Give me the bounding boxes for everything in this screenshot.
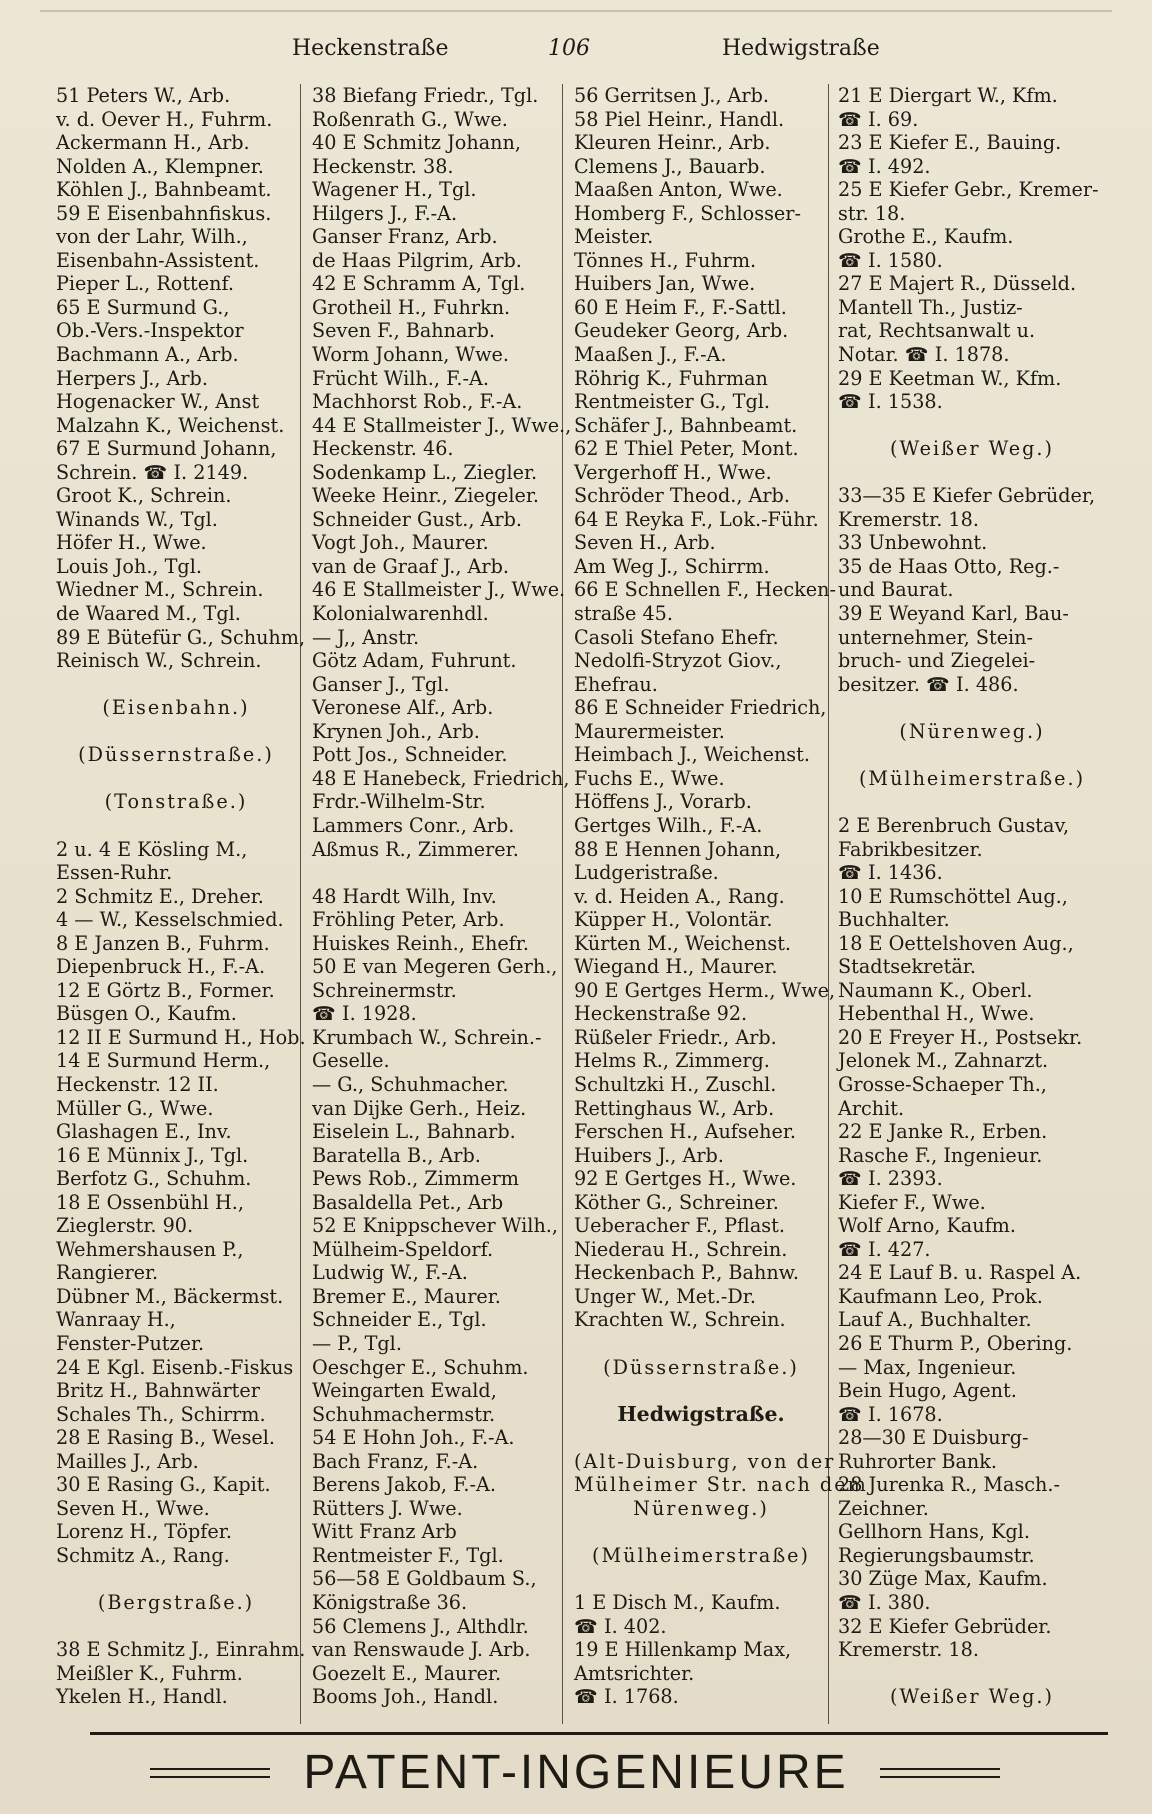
directory-entry: Köther G., Schreiner. bbox=[574, 1190, 779, 1214]
directory-entry: Rüßeler Friedr., Arb. bbox=[574, 1025, 777, 1049]
directory-entry: 88 E Hennen Johann, bbox=[574, 837, 782, 861]
directory-entry: Helms R., Zimmerg. bbox=[574, 1049, 770, 1073]
directory-entry: 22 E Janke R., Erben. bbox=[838, 1120, 1048, 1144]
directory-entry: bruch- und Ziegelei- bbox=[838, 649, 1036, 673]
directory-entry: ☎ I. 1768. bbox=[574, 1685, 679, 1709]
directory-entry: Wagener H., Tgl. bbox=[312, 178, 477, 202]
directory-entry: Rasche F., Ingenieur. bbox=[838, 1143, 1043, 1167]
directory-entry: Wolf Arno, Kaufm. bbox=[838, 1214, 1016, 1238]
directory-entry: Unger W., Met.-Dr. bbox=[574, 1284, 756, 1308]
directory-entry: Weingarten Ewald, bbox=[312, 1379, 497, 1403]
directory-entry: Goezelt E., Maurer. bbox=[312, 1661, 502, 1685]
directory-entry: 46 E Stallmeister J., Wwe. bbox=[312, 578, 566, 602]
footer-text: PATENT-INGENIEURE bbox=[303, 1746, 849, 1799]
directory-entry: Mailles J., Arb. bbox=[56, 1449, 199, 1473]
directory-entry: 30 Züge Max, Kaufm. bbox=[838, 1567, 1048, 1591]
directory-entry: Vogt Joh., Maurer. bbox=[312, 531, 489, 555]
directory-entry: ☎ I. 2393. bbox=[838, 1167, 943, 1191]
directory-entry: Worm Johann, Wwe. bbox=[312, 343, 509, 367]
street-note: (Alt-Duisburg, von der bbox=[574, 1449, 836, 1473]
street-note: (Bergstraße.) bbox=[97, 1591, 255, 1614]
spacer bbox=[838, 1662, 1106, 1686]
directory-entry: Nolden A., Klempner. bbox=[56, 154, 264, 178]
spacer bbox=[574, 1520, 828, 1544]
directory-entry: Schuhmachermstr. bbox=[312, 1402, 496, 1426]
directory-entry: Kremerstr. 18. bbox=[838, 1638, 979, 1662]
directory-entry: 16 E Münnix J., Tgl. bbox=[56, 1143, 249, 1167]
directory-entry: unternehmer, Stein- bbox=[838, 625, 1034, 649]
directory-entry: Oeschger E., Schuhm. bbox=[312, 1355, 529, 1379]
directory-entry: Heckenstraße 92. bbox=[574, 1002, 748, 1026]
directory-entry: Witt Franz Arb bbox=[312, 1520, 457, 1544]
directory-entry: 33 Unbewohnt. bbox=[838, 531, 988, 555]
directory-entry: Grothe E., Kaufm. bbox=[838, 225, 1014, 249]
directory-entry: 44 E Stallmeister J., Wwe., bbox=[312, 413, 572, 437]
directory-entry: 2 Schmitz E., Dreher. bbox=[56, 884, 264, 908]
directory-entry: Wanraay H., bbox=[56, 1308, 176, 1332]
directory-entry: Naumann K., Oberl. bbox=[838, 978, 1033, 1002]
directory-entry: 29 E Keetman W., Kfm. bbox=[838, 366, 1062, 390]
directory-entry: 25 E Kiefer Gebr., Kremer- bbox=[838, 178, 1099, 202]
directory-entry: Glashagen E., Inv. bbox=[56, 1120, 232, 1144]
directory-entry: 23 E Kiefer E., Bauing. bbox=[838, 131, 1062, 155]
directory-entry: Bein Hugo, Agent. bbox=[838, 1379, 1017, 1403]
directory-entry: 86 E Schneider Friedrich, bbox=[574, 696, 827, 720]
directory-entry: Clemens J., Bauarb. bbox=[574, 154, 766, 178]
street-note: (Eisenbahn.) bbox=[102, 696, 250, 720]
directory-entry: Rütters J. Wwe. bbox=[312, 1496, 463, 1520]
directory-entry: Meißler K., Fuhrm. bbox=[56, 1661, 243, 1685]
directory-entry: Nedolfi-Stryzot Giov., bbox=[574, 649, 782, 673]
directory-entry: 48 Hardt Wilh, Inv. bbox=[312, 884, 497, 908]
street-note: (Mülheimerstraße) bbox=[591, 1543, 811, 1567]
directory-entry: 40 E Schmitz Johann, bbox=[312, 131, 521, 155]
directory-entry: 30 E Rasing G., Kapit. bbox=[56, 1473, 271, 1497]
directory-entry: Heimbach J., Weichenst. bbox=[574, 743, 810, 767]
directory-entry: 65 E Surmund G., bbox=[56, 295, 230, 319]
directory-entry: Küpper H., Volontär. bbox=[574, 908, 773, 932]
directory-entry: 38 E Schmitz J., Einrahm. bbox=[56, 1638, 306, 1662]
directory-entry: Dübner M., Bäckermst. bbox=[56, 1284, 284, 1308]
directory-entry: de Haas Pilgrim, Arb. bbox=[312, 248, 522, 272]
spacer bbox=[574, 1426, 828, 1450]
directory-entry: Am Weg J., Schirrm. bbox=[574, 554, 770, 578]
directory-entry: Britz H., Bahnwärter bbox=[56, 1379, 260, 1403]
directory-entry: Louis Joh., Tgl. bbox=[56, 554, 202, 578]
directory-entry: 38 Biefang Friedr., Tgl. bbox=[312, 84, 539, 107]
directory-entry: Buchhalter. bbox=[838, 908, 950, 932]
directory-entry: Müller G., Wwe. bbox=[56, 1096, 214, 1120]
street-note: (Weißer Weg.) bbox=[890, 437, 1054, 461]
column-4 bbox=[838, 84, 1106, 1724]
directory-entry: Bremer E., Maurer. bbox=[312, 1284, 501, 1308]
directory-entry: Schäfer J., Bahnbeamt. bbox=[574, 413, 798, 437]
directory-entry: Heckenstr. 46. bbox=[312, 437, 454, 461]
directory-entry: Ferschen H., Aufseher. bbox=[574, 1120, 796, 1144]
directory-entry: 14 E Surmund Herm., bbox=[56, 1049, 271, 1073]
directory-entry: ☎ I. 69. bbox=[838, 107, 919, 131]
street-note: (Mülheimerstraße.) bbox=[858, 766, 1086, 790]
directory-entry: Wehmershausen P., bbox=[56, 1237, 244, 1261]
spacer bbox=[56, 720, 296, 744]
directory-entry: Heckenbach P., Bahnw. bbox=[574, 1261, 799, 1285]
directory-entry: Kiefer F., Wwe. bbox=[838, 1190, 986, 1214]
directory-entry: Lorenz H., Töpfer. bbox=[56, 1520, 232, 1544]
street-title: Hedwigstraße. bbox=[617, 1401, 785, 1426]
directory-entry: Seven H., Arb. bbox=[574, 531, 716, 555]
header-left-street: Heckenstraße bbox=[292, 36, 449, 61]
directory-entry: Winands W., Tgl. bbox=[56, 507, 218, 531]
directory-entry: 2 u. 4 E Kösling M., bbox=[56, 837, 248, 861]
directory-entry: 8 E Janzen B., Fuhrm. bbox=[56, 931, 270, 955]
directory-entry: Höffens J., Vorarb. bbox=[574, 790, 752, 814]
directory-entry: Mülheim-Speldorf. bbox=[312, 1237, 494, 1261]
directory-entry: Königstraße 36. bbox=[312, 1591, 468, 1614]
directory-entry: ☎ I. 402. bbox=[574, 1614, 667, 1638]
directory-entry: Kaufmann Leo, Prok. bbox=[838, 1284, 1043, 1308]
directory-entry: 56 Clemens J., Althdlr. bbox=[312, 1614, 529, 1638]
directory-entry: 21 E Diergart W., Kfm. bbox=[838, 84, 1058, 107]
directory-entry: Ykelen H., Handl. bbox=[56, 1685, 228, 1709]
directory-entry: Regierungsbaumstr. bbox=[838, 1543, 1035, 1567]
directory-entry: Ganser J., Tgl. bbox=[312, 672, 450, 696]
directory-entry: Ueberacher F., Pflast. bbox=[574, 1214, 785, 1238]
directory-entry: ☎ I. 492. bbox=[838, 154, 931, 178]
directory-entry: besitzer. ☎ I. 486. bbox=[838, 672, 1019, 696]
directory-entry: 58 Piel Heinr., Handl. bbox=[574, 107, 785, 131]
directory-entry: Krynen Joh., Arb. bbox=[312, 719, 480, 743]
directory-entry: Ruhrorter Bank. bbox=[838, 1449, 998, 1473]
directory-entry: Roßenrath G., Wwe. bbox=[312, 107, 508, 131]
directory-entry: 26 E Thurm P., Obering. bbox=[838, 1331, 1073, 1355]
bottom-rule bbox=[90, 1732, 1108, 1735]
directory-entry: Eisenbahn-Assistent. bbox=[56, 248, 260, 272]
directory-entry: Höfer H., Wwe. bbox=[56, 531, 207, 555]
directory-entry: Essen-Ruhr. bbox=[56, 861, 173, 885]
street-note: Mülheimer Str. nach dem bbox=[574, 1473, 868, 1497]
street-note: (Nürenweg.) bbox=[899, 719, 1045, 743]
directory-entry: Frücht Wilh., F.-A. bbox=[312, 366, 489, 390]
directory-entry: Röhrig K., Fuhrman bbox=[574, 366, 768, 390]
directory-entry: Kürten M., Weichenst. bbox=[574, 931, 792, 955]
spacer bbox=[56, 1567, 296, 1591]
spacer bbox=[574, 1332, 828, 1356]
directory-entry: Eiselein L., Bahnarb. bbox=[312, 1120, 516, 1144]
directory-entry: Rangierer. bbox=[56, 1261, 159, 1285]
directory-entry: 10 E Rumschöttel Aug., bbox=[838, 884, 1068, 908]
directory-entry: ☎ I. 1928. bbox=[312, 1002, 417, 1026]
directory-entry: und Baurat. bbox=[838, 578, 954, 602]
directory-entry: Fabrikbesitzer. bbox=[838, 837, 983, 861]
directory-entry: Schales Th., Schirrm. bbox=[56, 1402, 266, 1426]
directory-entry: Ludwig W., F.-A. bbox=[312, 1261, 468, 1285]
directory-entry: Machhorst Rob., F.-A. bbox=[312, 390, 523, 414]
directory-entry: Kremerstr. 18. bbox=[838, 507, 979, 531]
directory-entry: 39 E Weyand Karl, Bau- bbox=[838, 602, 1069, 626]
directory-entry: Pott Jos., Schneider. bbox=[312, 743, 508, 767]
directory-entry: v. d. Heiden A., Rang. bbox=[574, 884, 785, 908]
directory-entry: Schneider E., Tgl. bbox=[312, 1308, 487, 1332]
directory-entry: ☎ I. 1678. bbox=[838, 1402, 943, 1426]
directory-entry: Wiedner M., Schrein. bbox=[56, 578, 264, 602]
directory-entry: Hebenthal H., Wwe. bbox=[838, 1002, 1035, 1026]
directory-entry: 48 E Hanebeck, Friedrich, bbox=[312, 766, 570, 790]
directory-entry: Pieper L., Rottenf. bbox=[56, 272, 234, 296]
footer-advertisement bbox=[0, 1744, 1152, 1804]
directory-entry: Schröder Theod., Arb. bbox=[574, 484, 790, 508]
directory-entry: 62 E Thiel Peter, Mont. bbox=[574, 437, 799, 461]
spacer bbox=[56, 1615, 296, 1639]
directory-entry: Huibers Jan, Wwe. bbox=[574, 272, 756, 296]
directory-entry: Reinisch W., Schrein. bbox=[56, 649, 262, 673]
street-note: (Weißer Weg.) bbox=[890, 1685, 1054, 1709]
directory-entry: Büsgen O., Kaufm. bbox=[56, 1002, 237, 1026]
directory-entry: 12 II E Surmund H., Hob. bbox=[56, 1025, 306, 1049]
spacer bbox=[312, 861, 562, 885]
directory-entry: 42 E Schramm A, Tgl. bbox=[312, 272, 526, 296]
directory-entry: Gertges Wilh., F.-A. bbox=[574, 813, 763, 837]
directory-entry: Huiskes Reinh., Ehefr. bbox=[312, 931, 529, 955]
directory-entry: 19 E Hillenkamp Max, bbox=[574, 1638, 792, 1662]
directory-entry: van Dijke Gerh., Heiz. bbox=[312, 1096, 527, 1120]
directory-entry: Bach Franz, F.-A. bbox=[312, 1449, 479, 1473]
directory-entry: Hogenacker W., Anst bbox=[56, 390, 260, 414]
top-edge-rule bbox=[40, 10, 1112, 12]
directory-entry: Lammers Conr., Arb. bbox=[312, 813, 515, 837]
directory-entry: str. 18. bbox=[838, 201, 906, 225]
directory-entry: Groot K., Schrein. bbox=[56, 484, 232, 508]
spacer bbox=[838, 461, 1106, 485]
directory-entry: 1 E Disch M., Kaufm. bbox=[574, 1591, 781, 1614]
page-header bbox=[0, 36, 1152, 70]
directory-entry: Maurermeister. bbox=[574, 719, 725, 743]
directory-entry: Berfotz G., Schuhm. bbox=[56, 1167, 252, 1191]
spacer bbox=[56, 814, 296, 838]
directory-entry: 2 E Berenbruch Gustav, bbox=[838, 813, 1070, 837]
directory-entry: Herpers J., Arb. bbox=[56, 366, 208, 390]
spacer bbox=[574, 1379, 828, 1403]
directory-entry: Krumbach W., Schrein.- bbox=[312, 1025, 542, 1049]
directory-entry: Berens Jakob, F.-A. bbox=[312, 1473, 496, 1497]
directory-entry: 54 E Hohn Joh., F.-A. bbox=[312, 1426, 515, 1450]
directory-entry: Köhlen J., Bahnbeamt. bbox=[56, 178, 272, 202]
directory-entry: Zeichner. bbox=[838, 1496, 929, 1520]
directory-entry: Fenster-Putzer. bbox=[56, 1331, 205, 1355]
directory-entry: Heckenstr. 38. bbox=[312, 154, 454, 178]
directory-entry: Seven F., Bahnarb. bbox=[312, 319, 496, 343]
directory-entry: Archit. bbox=[838, 1096, 905, 1120]
directory-entry: 35 de Haas Otto, Reg.- bbox=[838, 554, 1060, 578]
directory-entry: Pews Rob., Zimmerm bbox=[312, 1167, 519, 1191]
spacer bbox=[838, 790, 1106, 814]
directory-entry: Maaßen Anton, Wwe. bbox=[574, 178, 783, 202]
directory-entry: Rettinghaus W., Arb. bbox=[574, 1096, 775, 1120]
directory-entry: 12 E Görtz B., Former. bbox=[56, 978, 275, 1002]
directory-entry: Schneider Gust., Arb. bbox=[312, 507, 522, 531]
directory-entry: ☎ I. 427. bbox=[838, 1237, 931, 1261]
directory-entry: straße 45. bbox=[574, 602, 673, 626]
directory-entry: Bachmann A., Arb. bbox=[56, 343, 239, 367]
directory-entry: 33—35 E Kiefer Gebrüder, bbox=[838, 484, 1096, 508]
directory-entry: de Waared M., Tgl. bbox=[56, 602, 241, 626]
directory-entry: 24 E Kgl. Eisenb.-Fiskus bbox=[56, 1355, 294, 1379]
directory-entry: Malzahn K., Weichenst. bbox=[56, 413, 285, 437]
directory-entry: ☎ I. 1436. bbox=[838, 861, 943, 885]
directory-entry: — J,, Anstr. bbox=[312, 625, 420, 649]
directory-entry: 28 Jurenka R., Masch.- bbox=[838, 1473, 1060, 1497]
directory-entry: 18 E Ossenbühl H., bbox=[56, 1190, 244, 1214]
directory-entry: Grotheil H., Fuhrkn. bbox=[312, 295, 511, 319]
directory-entry: Amtsrichter. bbox=[574, 1661, 695, 1685]
directory-entry: Schmitz A., Rang. bbox=[56, 1543, 230, 1567]
street-note: (Düssernstraße.) bbox=[78, 743, 274, 767]
directory-entry: Stadtsekretär. bbox=[838, 955, 976, 979]
directory-entry: — P., Tgl. bbox=[312, 1331, 402, 1355]
directory-entry: 28 E Rasing B., Wesel. bbox=[56, 1426, 276, 1450]
directory-entry: Baratella B., Arb. bbox=[312, 1143, 481, 1167]
directory-entry: 27 E Majert R., Düsseld. bbox=[838, 272, 1077, 296]
directory-entry: Vergerhoff H., Wwe. bbox=[574, 460, 772, 484]
directory-entry: 51 Peters W., Arb. bbox=[56, 84, 231, 107]
directory-entry: Diepenbruck H., F.-A. bbox=[56, 955, 266, 979]
directory-entry: Krachten W., Schrein. bbox=[574, 1308, 786, 1332]
directory-entry: 4 — W., Kesselschmied. bbox=[56, 908, 284, 932]
directory-entry: Schultzki H., Zuschl. bbox=[574, 1072, 777, 1096]
directory-entry: 60 E Heim F., F.-Sattl. bbox=[574, 295, 787, 319]
directory-entry: Fröhling Peter, Arb. bbox=[312, 908, 505, 932]
spacer bbox=[838, 414, 1106, 438]
directory-entry: Sodenkamp L., Ziegler. bbox=[312, 460, 538, 484]
directory-entry: Rentmeister G., Tgl. bbox=[574, 390, 770, 414]
directory-entry: Rentmeister F., Tgl. bbox=[312, 1543, 504, 1567]
directory-entry: 92 E Gertges H., Wwe. bbox=[574, 1167, 797, 1191]
directory-entry: Mantell Th., Justiz- bbox=[838, 295, 1023, 319]
directory-entry: 32 E Kiefer Gebrüder. bbox=[838, 1614, 1052, 1638]
directory-entry: Ehefrau. bbox=[574, 672, 658, 696]
directory-entry: Ludgeristraße. bbox=[574, 861, 719, 885]
directory-entry: 24 E Lauf B. u. Raspel A. bbox=[838, 1261, 1082, 1285]
directory-entry: 90 E Gertges Herm., Wwe, bbox=[574, 978, 836, 1002]
directory-entry: Ganser Franz, Arb. bbox=[312, 225, 498, 249]
directory-entry: Maaßen J., F.-A. bbox=[574, 343, 727, 367]
directory-entry: Hilgers J., F.-A. bbox=[312, 201, 458, 225]
directory-entry: Lauf A., Buchhalter. bbox=[838, 1308, 1032, 1332]
street-note: (Düssernstraße.) bbox=[603, 1355, 799, 1379]
directory-entry: 89 E Bütefür G., Schuhm, bbox=[56, 625, 306, 649]
directory-entry: Ackermann H., Arb. bbox=[56, 131, 250, 155]
directory-entry: Meister. bbox=[574, 225, 654, 249]
directory-entry: ☎ I. 1580. bbox=[838, 248, 943, 272]
directory-entry: v. d. Oever H., Fuhrm. bbox=[56, 107, 273, 131]
column-2 bbox=[312, 84, 572, 1724]
directory-entry: Veronese Alf., Arb. bbox=[312, 696, 494, 720]
directory-entry: Kleuren Heinr., Arb. bbox=[574, 131, 771, 155]
directory-entry: — Max, Ingenieur. bbox=[838, 1355, 1017, 1379]
directory-entry: Wiegand H., Maurer. bbox=[574, 955, 778, 979]
directory-entry: Niederau H., Schrein. bbox=[574, 1237, 788, 1261]
directory-entry: Huibers J., Arb. bbox=[574, 1143, 724, 1167]
directory-entry: 50 E van Megeren Gerh., bbox=[312, 955, 558, 979]
directory-entry: Schreinermstr. bbox=[312, 978, 457, 1002]
street-note: Nürenweg.) bbox=[633, 1496, 769, 1520]
directory-entry: 67 E Surmund Johann, bbox=[56, 437, 277, 461]
directory-entry: Tönnes H., Fuhrm. bbox=[574, 248, 757, 272]
directory-entry: Geudeker Georg, Arb. bbox=[574, 319, 789, 343]
directory-entry: von der Lahr, Wilh., bbox=[56, 225, 248, 249]
address-columns bbox=[56, 84, 1106, 1724]
page-number: 106 bbox=[548, 36, 590, 61]
directory-entry: 66 E Schnellen F., Hecken- bbox=[574, 578, 836, 602]
spacer bbox=[56, 673, 296, 697]
directory-entry: 56 Gerritsen J., Arb. bbox=[574, 84, 769, 107]
column-1 bbox=[56, 84, 306, 1724]
directory-entry: Geselle. bbox=[312, 1049, 390, 1073]
directory-entry: 28—30 E Duisburg- bbox=[838, 1426, 1029, 1450]
directory-entry: Heckenstr. 12 II. bbox=[56, 1072, 219, 1096]
directory-entry: Ob.-Vers.-Inspektor bbox=[56, 319, 244, 343]
directory-entry: Homberg F., Schlosser- bbox=[574, 201, 801, 225]
header-right-street: Hedwigstraße bbox=[722, 36, 880, 61]
directory-entry: Basaldella Pet., Arb bbox=[312, 1190, 504, 1214]
directory-entry: rat, Rechtsanwalt u. bbox=[838, 319, 1036, 343]
directory-entry: Weeke Heinr., Ziegeler. bbox=[312, 484, 540, 508]
directory-entry: van Renswaude J. Arb. bbox=[312, 1638, 531, 1662]
directory-entry: Seven H., Wwe. bbox=[56, 1496, 210, 1520]
directory-entry: 59 E Eisenbahnfiskus. bbox=[56, 201, 272, 225]
directory-entry: Casoli Stefano Ehefr. bbox=[574, 625, 779, 649]
directory-entry: Jelonek M., Zahnarzt. bbox=[838, 1049, 1049, 1073]
spacer bbox=[574, 1567, 828, 1591]
spacer bbox=[838, 696, 1106, 720]
directory-entry: Frdr.-Wilhelm-Str. bbox=[312, 790, 486, 814]
directory-entry: 64 E Reyka F., Lok.-Führ. bbox=[574, 507, 819, 531]
directory-entry: ☎ I. 380. bbox=[838, 1591, 931, 1614]
directory-entry: ☎ I. 1538. bbox=[838, 390, 943, 414]
directory-entry: 52 E Knippschever Wilh., bbox=[312, 1214, 558, 1238]
directory-entry: Götz Adam, Fuhrunt. bbox=[312, 649, 517, 673]
directory-entry: 20 E Freyer H., Postsekr. bbox=[838, 1025, 1083, 1049]
directory-entry: Gellhorn Hans, Kgl. bbox=[838, 1520, 1030, 1544]
spacer bbox=[838, 743, 1106, 767]
directory-entry: Zieglerstr. 90. bbox=[56, 1214, 194, 1238]
spacer bbox=[56, 767, 296, 791]
directory-entry: Schrein. ☎ I. 2149. bbox=[56, 460, 249, 484]
directory-entry: Aßmus R., Zimmerer. bbox=[312, 837, 519, 861]
directory-entry: Grosse-Schaeper Th., bbox=[838, 1072, 1047, 1096]
directory-entry: Booms Joh., Handl. bbox=[312, 1685, 499, 1709]
directory-entry: 18 E Oettelshoven Aug., bbox=[838, 931, 1074, 955]
street-note: (Tonstraße.) bbox=[104, 790, 248, 814]
directory-entry: — G., Schuhmacher. bbox=[312, 1072, 509, 1096]
column-3 bbox=[574, 84, 868, 1724]
directory-entry: Fuchs E., Wwe. bbox=[574, 766, 725, 790]
directory-entry: van de Graaf J., Arb. bbox=[312, 554, 509, 578]
directory-entry: 56—58 E Goldbaum S., bbox=[312, 1567, 537, 1591]
directory-entry: Notar. ☎ I. 1878. bbox=[838, 343, 1010, 367]
directory-entry: Kolonialwarenhdl. bbox=[312, 602, 489, 626]
